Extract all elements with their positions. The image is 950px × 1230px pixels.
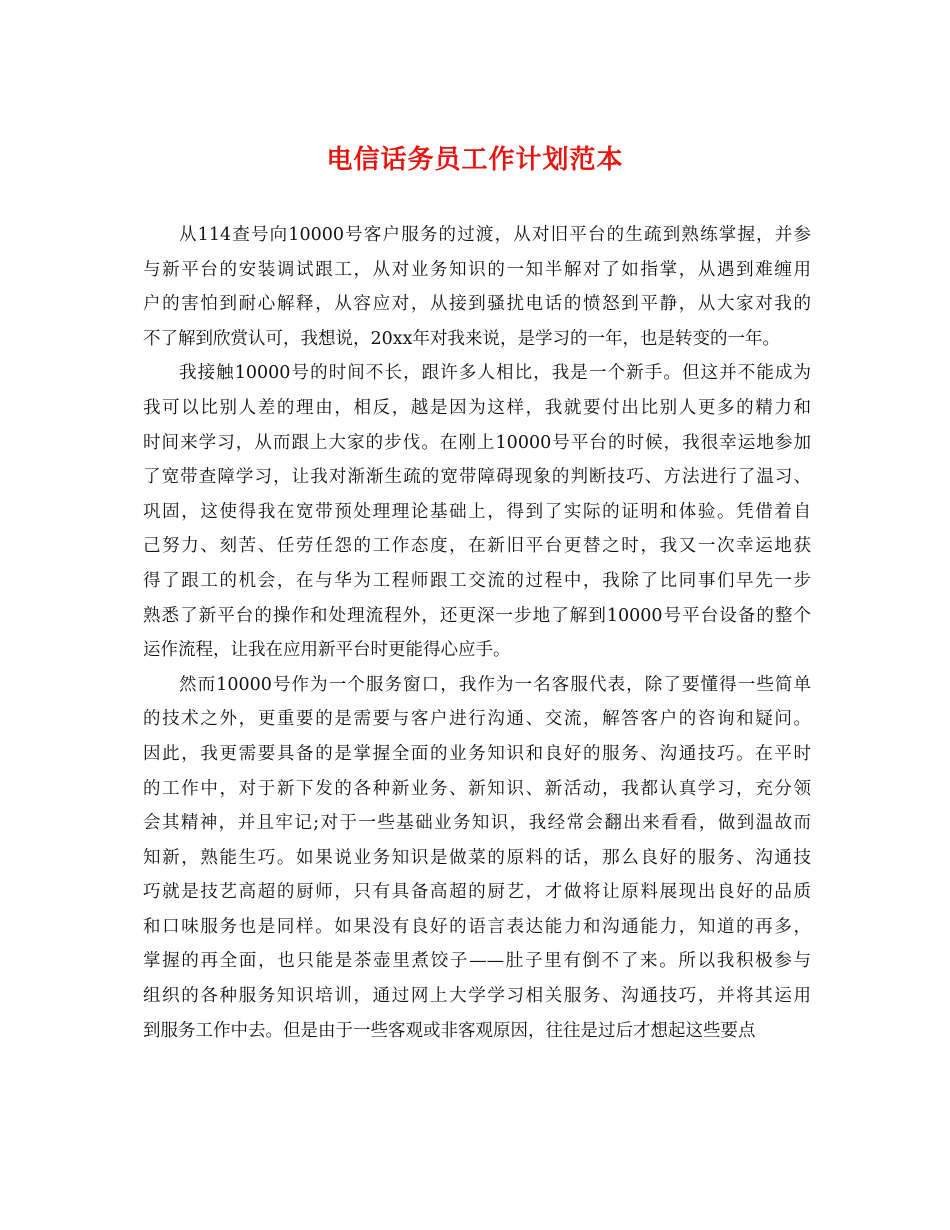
paragraph-line: 的技术之外，更重要的是需要与客户进行沟通、交流，解答客户的咨询和疑问。 bbox=[143, 709, 811, 730]
paragraph-line: 时间来学习，从而跟上大家的步伐。在刚上10000号平台的时候，我很幸运地参加 bbox=[143, 432, 811, 453]
document-body bbox=[143, 218, 811, 1048]
paragraph-line: 巧就是技艺高超的厨师，只有具备高超的厨艺，才做将让原料展现出良好的品质 bbox=[143, 882, 811, 903]
paragraph-line: 掌握的再全面，也只能是茶壶里煮饺子——肚子里有倒不了来。所以我积极参与 bbox=[143, 951, 811, 972]
paragraph-line: 户的害怕到耐心解释，从容应对，从接到骚扰电话的愤怒到平静，从大家对我的 bbox=[143, 294, 811, 315]
paragraph-line: 我接触10000号的时间不长，跟许多人相比，我是一个新手。但这并不能成为 bbox=[179, 363, 811, 384]
paragraph-line: 从114查号向10000号客户服务的过渡，从对旧平台的生疏到熟练掌握，并参 bbox=[179, 225, 811, 245]
paragraph-line: 己努力、刻苦、任劳任怨的工作态度，在新旧平台更替之时，我又一次幸运地获 bbox=[143, 536, 811, 557]
paragraph-line: 与新平台的安装调试跟工，从对业务知识的一知半解对了如指掌，从遇到难缠用 bbox=[143, 259, 811, 280]
paragraph-line: 知新，熟能生巧。如果说业务知识是做菜的原料的话，那么良好的服务、沟通技 bbox=[143, 847, 811, 868]
paragraph-line: 的工作中，对于新下发的各种新业务、新知识、新活动，我都认真学习，充分领 bbox=[143, 778, 811, 799]
paragraph-line: 熟悉了新平台的操作和处理流程外，还更深一步地了解到10000号平台设备的整个 bbox=[143, 605, 811, 626]
paragraph-line: 然而10000号作为一个服务窗口，我作为一名客服代表，除了要懂得一些简单 bbox=[179, 674, 811, 695]
paragraph-2 bbox=[143, 356, 811, 667]
paragraph-line: 会其精神，并且牢记;对于一些基础业务知识，我经常会翻出来看看，做到温故而 bbox=[143, 813, 811, 834]
paragraph-1 bbox=[143, 218, 811, 356]
paragraph-line: 和口味服务也是同样。如果没有良好的语言表达能力和沟通能力，知道的再多， bbox=[143, 916, 811, 937]
paragraph-line: 得了跟工的机会，在与华为工程师跟工交流的过程中，我除了比同事们早先一步 bbox=[143, 570, 811, 591]
paragraph-3 bbox=[143, 668, 811, 1049]
paragraph-line: 到服务工作中去。但是由于一些客观或非客观原因，往往是过后才想起这些要点 bbox=[143, 1020, 756, 1041]
paragraph-line: 巩固，这使得我在宽带预处理理论基础上，得到了实际的证明和体验。凭借着自 bbox=[143, 501, 811, 522]
paragraph-line: 运作流程，让我在应用新平台时更能得心应手。 bbox=[143, 640, 511, 661]
paragraph-line: 不了解到欣赏认可，我想说，20xx年对我来说，是学习的一年，也是转变的一年。 bbox=[143, 328, 781, 349]
page-title: 电信话务员工作计划范本 bbox=[326, 145, 624, 175]
paragraph-line: 了宽带查障学习，让我对渐渐生疏的宽带障碍现象的判断技巧、方法进行了温习、 bbox=[143, 467, 811, 488]
paragraph-line: 因此，我更需要具备的是掌握全面的业务知识和良好的服务、沟通技巧。在平时 bbox=[143, 743, 811, 764]
paragraph-line: 组织的各种服务知识培训，通过网上大学学习相关服务、沟通技巧，并将其运用 bbox=[143, 986, 811, 1007]
paragraph-line: 我可以比别人差的理由，相反，越是因为这样，我就要付出比别人更多的精力和 bbox=[143, 397, 811, 418]
